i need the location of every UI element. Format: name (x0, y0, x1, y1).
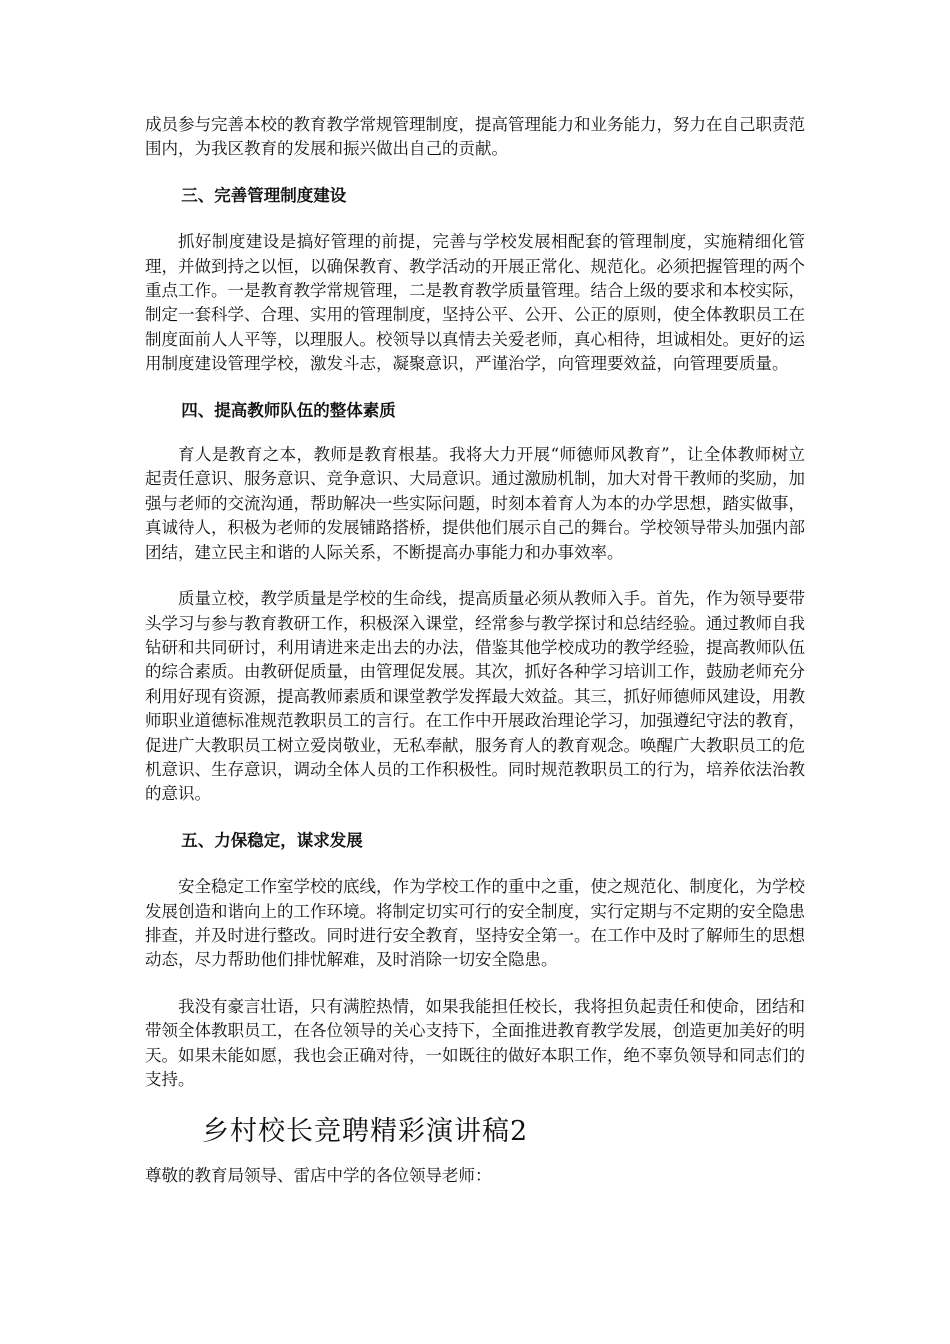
section-heading-3: 三、完善管理制度建设 (181, 185, 347, 205)
paragraph-section-4b: 质量立校，教学质量是学校的生命线，提高质量必须从教师入手。首先，作为领导要带头学习与参与教育教研工作，积极深入课堂，经常参与教学探讨和总结经验。通过教师自我钻研和共同研讨，利用请进来走出去的办法，借鉴其他学校成功的教学经验，提高教师队伍的综合素质。由教研促质量，由管理促发展。其次，抓好各种学习培训工作，鼓励老师充分利用好现有资源，提高教师素质和课堂教学发挥最大效益。其三，抓好师德师风建设，用教师职业道德标准规范教职员工的言行。在工作中开展政治理论学习，加强遵纪守法的教育，促进广大教职员工树立爱岗敬业，无私奉献，服务育人的教育观念。唤醒广大教职员工的危机意识、生存意识，调动全体人员的工作积极性。同时规范教职员工的行为，培养依法治教的意识。 (145, 589, 805, 804)
paragraph-section-4a: 育人是教育之本，教师是教育根基。我将大力开展“师德师风教育”，让全体教师树立起责任意识、服务意识、竞争意识、大局意识。通过激励机制，加大对骨干教师的奖励，加强与老师的交流沟通，帮助解决一些实际问题，时刻本着育人为本的办学思想，踏实做事，真诚待人，积极为老师的发展铺路搭桥，提供他们展示自己的舞台。学校领导带头加强内部团结，建立民主和谐的人际关系，不断提高办事能力和办事效率。 (145, 445, 805, 562)
greeting-line: 尊敬的教育局领导、雷店中学的各位领导老师： (145, 1166, 492, 1186)
document-title-2: 乡村校长竞聘精彩演讲稿2 (202, 1116, 529, 1148)
section-heading-4: 四、提高教师队伍的整体素质 (181, 400, 396, 420)
paragraph-section-5b: 我没有豪言壮语，只有满腔热情，如果我能担任校长，我将担负起责任和使命，团结和带领全体教职员工，在各位领导的关心支持下，全面推进教育教学发展，创造更加美好的明天。如果未能如愿，我也会正确对待，一如既往的做好本职工作，绝不辜负领导和同志们的支持。 (145, 996, 805, 1089)
paragraph-section-5a: 安全稳定工作室学校的底线，作为学校工作的重中之重，使之规范化、制度化，为学校发展创造和谐向上的工作环境。将制定切实可行的安全制度，实行定期与不定期的安全隐患排查，并及时进行整改。同时进行安全教育，坚持安全第一。在工作中及时了解师生的思想动态，尽力帮助他们排忧解难，及时消除一切安全隐患。 (145, 877, 805, 970)
paragraph-intro-end: 成员参与完善本校的教育教学常规管理制度，提高管理能力和业务能力，努力在自己职责范围内，为我区教育的发展和振兴做出自己的贡献。 (145, 115, 805, 159)
paragraph-section-3: 抓好制度建设是搞好管理的前提，完善与学校发展相配套的管理制度，实施精细化管理，并做到持之以恒，以确保教育、教学活动的开展正常化、规范化。必须把握管理的两个重点工作。一是教育教学常规管理，二是教育教学质量管理。结合上级的要求和本校实际，制定一套科学、合理、实用的管理制度，坚持公平、公开、公正的原则，使全体教职员工在制度面前人人平等，以理服人。校领导以真情去关爱老师，真心相待，坦诚相处。更好的运用制度建设管理学校，激发斗志，凝聚意识，严谨治学，向管理要效益，向管理要质量。 (145, 232, 805, 374)
document-body (145, 113, 805, 1189)
section-heading-5: 五、力保稳定，谋求发展 (181, 830, 363, 850)
